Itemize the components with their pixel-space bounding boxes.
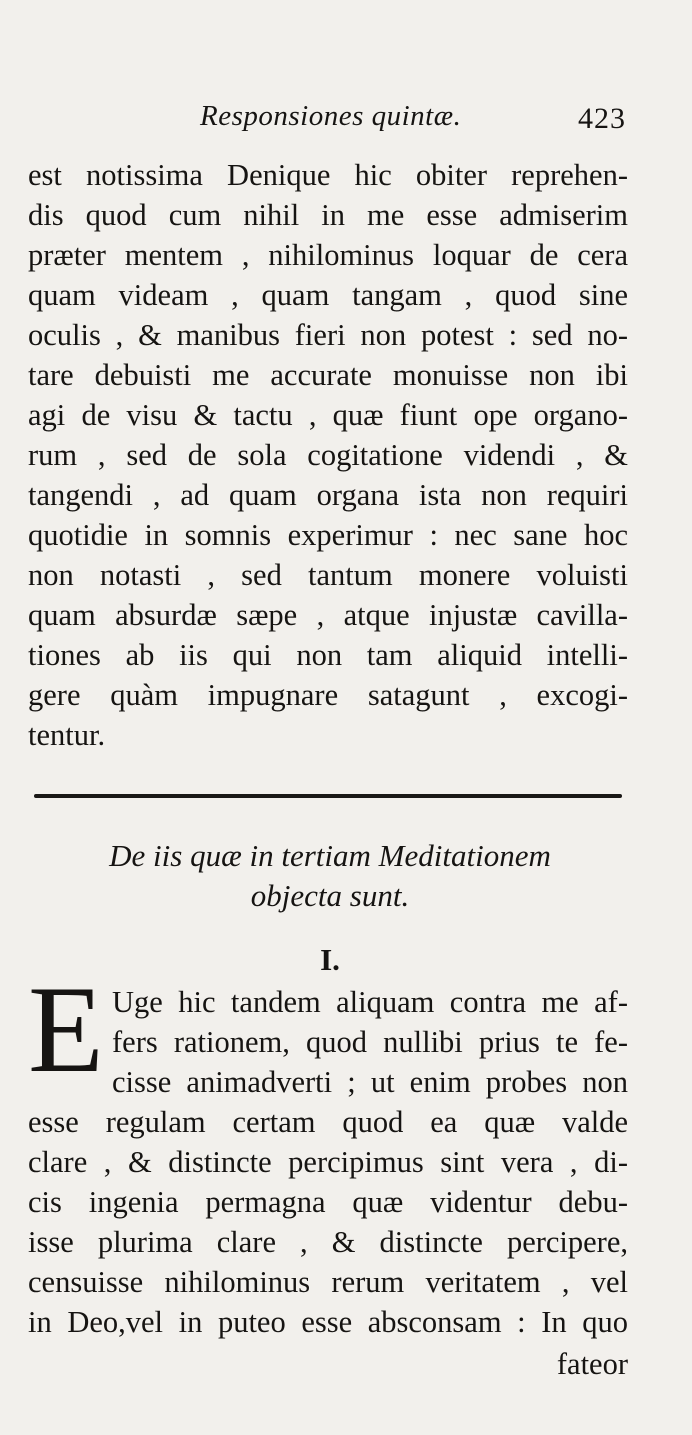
text-line: oculis , & manibus fieri non potest : sed no-: [28, 318, 628, 352]
text-line: est notissima Denique hic obiter reprehen-: [28, 158, 628, 192]
text-line: non notasti , sed tantum monere voluisti: [28, 558, 628, 592]
text-line: præter mentem , nihilominus loquar de cera: [28, 238, 628, 272]
page-number: 423: [578, 102, 626, 135]
drop-cap: E: [28, 961, 104, 1098]
text-line: cis ingenia permagna quæ videntur debu-: [28, 1185, 628, 1219]
text-line: in Deo,vel in puteo esse absconsam : In quo: [28, 1305, 628, 1339]
text-line: quotidie in somnis experimur : nec sane hoc: [28, 518, 628, 552]
text-line: rum , sed de sola cogitatione videndi , &: [28, 438, 628, 472]
text-line: dis quod cum nihil in me esse admiserim: [28, 198, 628, 232]
section-heading-line-2: objecta sunt.: [250, 878, 410, 913]
section-number: I.: [320, 942, 340, 977]
running-head: Responsiones quintæ.: [200, 100, 462, 132]
text-line: esse regulam certam quod ea quæ valde: [28, 1105, 628, 1139]
text-line: fers rationem, quod nullibi prius te fe-: [112, 1025, 628, 1059]
text-line: quam absurdæ sæpe , atque injustæ cavilla-: [28, 598, 628, 632]
text-line: agi de visu & tactu , quæ fiunt ope organo-: [28, 398, 628, 432]
text-line: isse plurima clare , & distincte percipere,: [28, 1225, 628, 1259]
section-divider-rule: [34, 794, 622, 798]
text-line: quam videam , quam tangam , quod sine: [28, 278, 628, 312]
section-heading-line-1: De iis quæ in tertiam Meditationem: [109, 838, 551, 873]
text-line: gere quàm impugnare satagunt , excogi-: [28, 678, 628, 712]
text-line: clare , & distincte percipimus sint vera , di-: [28, 1145, 628, 1179]
text-line: Uge hic tandem aliquam contra me af-: [112, 985, 628, 1019]
text-line: tentur.: [28, 718, 106, 752]
text-line: tare debuisti me accurate monuisse non ibi: [28, 358, 628, 392]
text-line: tangendi , ad quam organa ista non requiri: [28, 478, 628, 512]
catchword: fateor: [556, 1347, 628, 1381]
text-line: tiones ab iis qui non tam aliquid intelli-: [28, 638, 628, 672]
page-header: [200, 100, 630, 144]
text-line: cisse animadverti ; ut enim probes non: [112, 1065, 628, 1099]
text-line: censuisse nihilominus rerum veritatem , vel: [28, 1265, 628, 1299]
